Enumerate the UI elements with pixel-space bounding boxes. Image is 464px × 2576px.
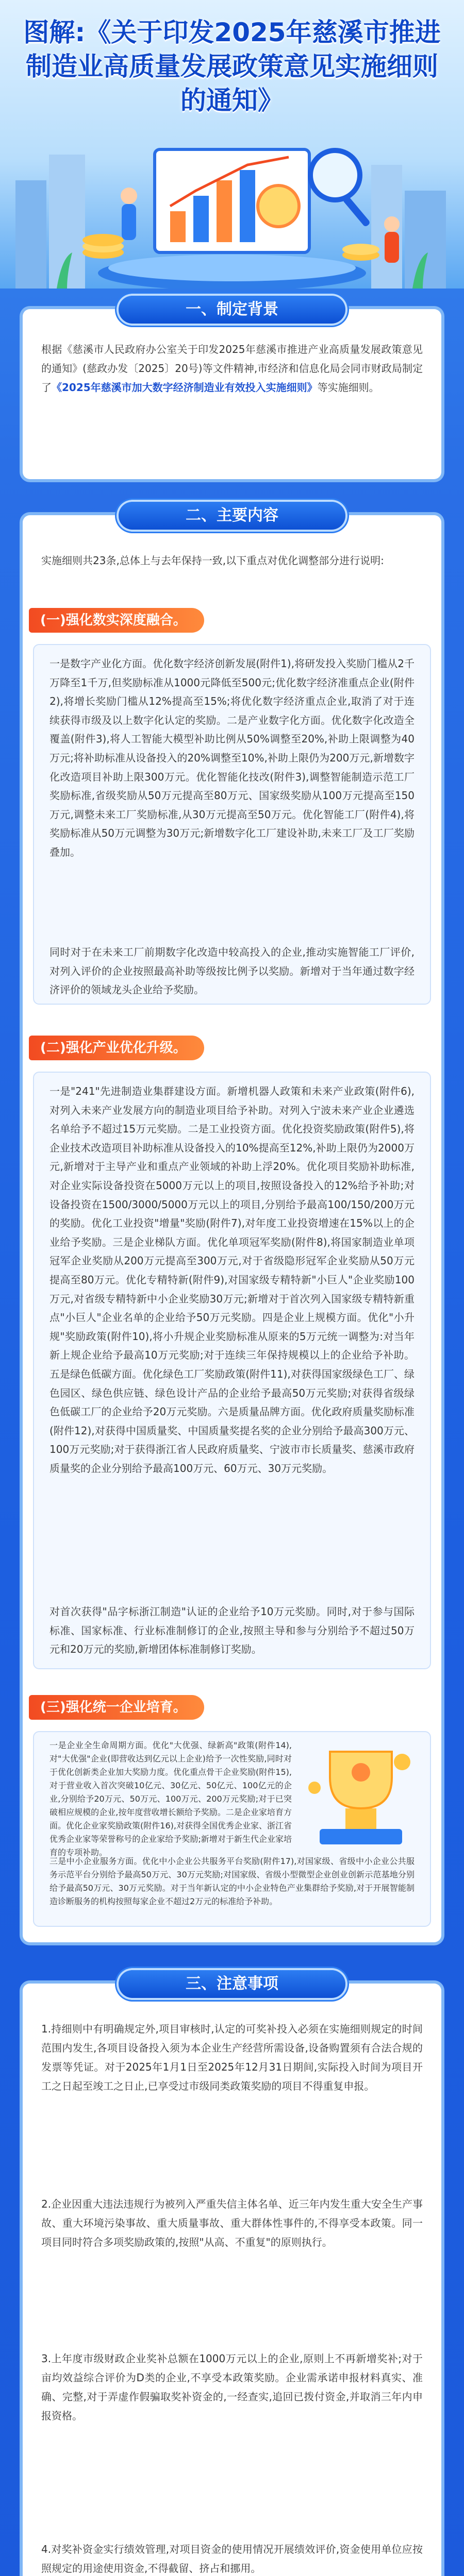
- hero-banner: [0, 0, 464, 289]
- notes-item-1: 1.持细则中有明确规定外,项目审核时,认定的可奖补投入必须在实施细则规定的时间范围内发生,各项目设备投入须为本企业生产经营所需设备,设备购置须有合法合规的发票等凭证。对于2025年1月1日至2025年12月31日期间,实际投入时间为项目开工之日起至竣工之日止,已享受过市级同类政策奖励的项目不得重复申报。: [41, 2023, 423, 2092]
- hero-illustration: [0, 118, 464, 289]
- subsection-heading-digital: (一)强化数实深度融合。: [29, 608, 204, 633]
- subsection-text-enterprise: 一是企业全生命周期方面。优化"大优强、绿新高"政策(附件14),对"大优强"企业(即营收达到亿元以上企业)给予一次性奖励,同时对于优化创新类企业加大奖励力度。优化重点骨干企业奖励(附件15),对于营业收入首次突破10亿元、30亿元、50亿元、100亿元的企业,分别给予20万元、50万元、100万元、200万元奖励;对于已突破相应规模的企业,按年度营收增长额给予奖励。二是企业家培育方面。优化企业家奖励政策(附件16),对获得全国优秀企业家、浙江省优秀企业家等荣誉称号的企业家给予奖励;新增对于新生代企业家培育的专项补助。: [49, 1740, 292, 1857]
- background-text: [41, 340, 423, 397]
- notes-item-3: 3.上年度市级财政企业奖补总额在1000万元以上的企业,原则上不再新增奖补;对于亩均效益综合评价为D类的企业,不享受本政策奖励。企业需承诺申报材料真实、准确、完整,对于弄虚作假骗取奖补资金的,一经查实,追回已拨付资金,并取消三年内申报资格。: [41, 2352, 423, 2422]
- subsection-heading-enterprise: (三)强化统一企业培育。: [29, 1695, 204, 1720]
- background-text-tail: 等实施细则。: [317, 381, 379, 394]
- subsection-text-enterprise-extra: 三是中小企业服务方面。优化中小企业公共服务平台奖励(附件17),对国家级、省级中小企业公共服务示范平台分别给予最高50万元、30万元奖励;对国家级、省级小型微型企业创业创新示范基地分别给予最高50万元、30万元奖励。对于当年新认定的中小企业特色产业集群给予奖励,对于开展智能制造诊断服务的机构按照每家企业不超过2万元的标准给予补助。: [49, 1856, 415, 1906]
- notes-item-2: 2.企业因重大违法违规行为被列入严重失信主体名单、近三年内发生重大安全生产事故、重大环境污染事故、重大质量事故、重大群体性事件的,不得享受本政策。同一项目同时符合多项奖励政策的,按照"从高、不重复"的原则执行。: [41, 2198, 423, 2248]
- subsection-text-digital: 一是数字产业化方面。优化数字经济创新发展(附件1),将研发投入奖励门槛从2千万降至1千万,但奖励标准从1000元降低至500元;优化数字经济准重点企业(附件2),将增长奖励门槛从12%提高至15%;将优化数字经济重点企业,取消了对于连续获得市级及以上数字化认定的奖励。二是产业数字化方面。优化数字化改造全覆盖(附件3),将人工智能大模型补助比例从50%调整至20%,补助上限调整为40万元;将补助标准从设备投入的20%调整至10%,补助上限仍为200万元,新增数字化改造项目补助上限300万元。优化智能化技改(附件3),调整智能制造示范工厂奖励标准,省级奖励从50万元提高至80万元、国家级奖励从100万元提高至150万元,调整未来工厂奖励标准,从30万元提高至50万元。优化智能工厂(附件4),将奖励标准从50万元调整为30万元;新增数字化工厂建设补助,未来工厂及工厂奖励叠加。: [49, 657, 415, 858]
- background-text-body: 根据《慈溪市人民政府办公室关于印发2025年慈溪市推进产业高质量发展政策意见的通知》(慈政办发〔2025〕20号)等文件精神,市经济和信息化局会同市财政局制定了: [41, 343, 423, 394]
- page-title: 图解:《关于印发2025年慈溪市推进制造业高质量发展政策意见实施细则的通知》: [23, 18, 441, 115]
- section-heading-content: 二、主要内容: [119, 502, 345, 530]
- section-heading-background: 一、制定背景: [119, 296, 345, 324]
- trophy-illustration: [299, 1741, 423, 1855]
- subsection-text-industry: 一是"241"先进制造业集群建设方面。新增机器人政策和未来产业政策(附件6),对列入未来产业发展方向的制造业项目给予补助。对列入宁波未来产业企业遴选名单给予不超过15万元奖励。二是工业投资方面。优化投资奖励政策(附件5),将企业技术改造项目补助标准从设备投入的10%提高至12%,补助上限仍为2000万元,新增对于主导产业和重点产业领域的补助上浮20%。优化项目奖励补助标准,对企业实际设备投资在5000万元以上的项目,按照设备投入的12%给予补助;对设备投资在1500/3000/5000万元以上的项目,分别给予最高100/150/200万元的奖励。优化工业投资"增量"奖励(附件7),对年度工业投资增速在15%以上的企业给予奖励。三是企业梯队方面。优化单项冠军奖励(附件8),将国家制造业单项冠军企业奖励从200万元提高至300万元,对于省级隐形冠军企业奖励从50万元提高至80万元。优化专精特新(附件9),对国家级专精特新"小巨人"企业奖励100万元,对省级专精特新中小企业奖励30万元;新增对于首次列入国家级专精特新重点"小巨人"企业名单的企业给予50万元奖励。四是企业上规模方面。优化"小升规"奖励政策(附件10),将小升规企业奖励标准从原来的5万元统一调整为:对当年新上规企业给予最高10万元奖励;对于连续三年保持规模以上的企业给予补助。五是绿色低碳方面。优化绿色工厂奖励政策(附件11),对获得国家级绿色工厂、绿色园区、绿色供应链、绿色设计产品的企业给予最高50万元奖励;对获得省级绿色低碳工厂的企业给予20万元奖励。六是质量品牌方面。优化政府质量奖励标准(附件12),对获得中国质量奖、中国质量奖提名奖的企业分别给予最高300万元、100万元奖励;对于获得浙江省人民政府质量奖、宁波市市长质量奖、慈溪市政府质量奖的企业分别给予最高100万元、60万元、30万元奖励。: [49, 1085, 415, 1475]
- subsection-text-industry-extra: 对首次获得"品字标浙江制造"认证的企业给予10万元奖励。同时,对于参与国际标准、国家标准、行业标准制修订的企业,按照主导和参与分别给予不超过50万元和20万元的奖励,新增团体标准制修订奖励。: [49, 1605, 415, 1656]
- section-heading-notes: 三、注意事项: [119, 1970, 345, 1998]
- background-text-highlight: 《2025年慈溪市加大数字经济制造业有效投入实施细则》: [52, 381, 318, 394]
- notes-item-4: 4.对奖补资金实行绩效管理,对项目资金的使用情况开展绩效评价,资金使用单位应按照规定的用途使用资金,不得截留、挤占和挪用。: [41, 2543, 423, 2574]
- subsection-text-digital-extra: 同时对于在未来工厂前期数字化改造中较高投入的企业,推动实施智能工厂评价,对列入评价的企业按照最高补助等级按比例予以奖励。新增对于当年通过数字经济评价的领域龙头企业给予奖励。: [49, 946, 415, 996]
- subsection-heading-industry: (二)强化产业优化升级。: [29, 1036, 204, 1060]
- content-intro: 实施细则共23条,总体上与去年保持一致,以下重点对优化调整部分进行说明:: [41, 554, 384, 567]
